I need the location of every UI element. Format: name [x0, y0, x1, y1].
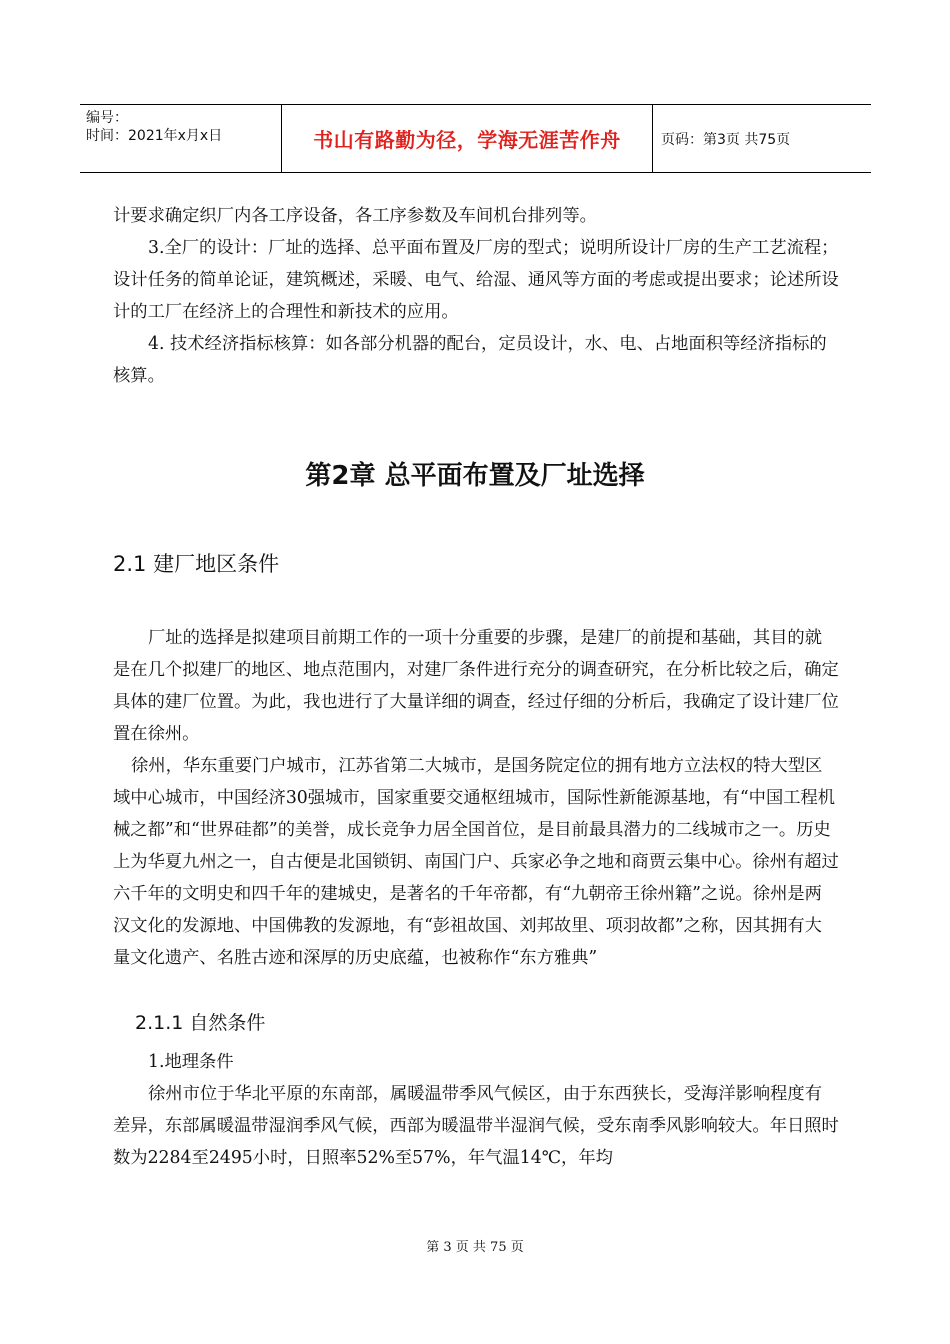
- document-header: [80, 104, 871, 173]
- page-footer: 第 3 页 共 75 页: [426, 1240, 524, 1255]
- section-text: [113, 622, 839, 974]
- time-label: 时间：2021年x月x日: [86, 128, 223, 144]
- sub-heading: 1.地理条件: [148, 1052, 234, 1072]
- header-motto: 书山有路勤为径，学海无涯苦作舟: [282, 105, 653, 172]
- paragraph: 3.全厂的设计：厂址的选择、总平面布置及厂房的型式；说明所设计厂房的生产工艺流程；设计任务的简单论证，建筑概述，采暖、电气、给湿、通风等方面的考虑或提出要求；论述所设计的工厂在经济上的合理性和新技术的应用。: [113, 238, 839, 322]
- paragraph: 计要求确定织厂内各工序设备，各工序参数及车间机台排列等。: [113, 206, 597, 226]
- section-heading-2-1: 2.1 建厂地区条件: [113, 552, 280, 576]
- intro-text: [113, 200, 839, 392]
- paragraph: 4. 技术经济指标核算：如各部分机器的配台，定员设计，水、电、占地面积等经济指标的核算。: [113, 334, 827, 386]
- header-page-info: 页码：第3页 共75页: [661, 131, 791, 148]
- chapter-title: 第2章 总平面布置及厂址选择: [305, 461, 645, 491]
- number-label: 编号：: [86, 110, 128, 126]
- paragraph: 厂址的选择是拟建项目前期工作的一项十分重要的步骤，是建厂的前提和基础，其目的就是在几个拟建厂的地区、地点范围内，对建厂条件进行充分的调查研究，在分析比较之后，确定具体的建厂位置。为此，我也进行了大量详细的调查，经过仔细的分析后，我确定了设计建厂位置在徐州。: [113, 628, 839, 744]
- header-meta: [80, 105, 282, 172]
- geo-text: [113, 1046, 839, 1174]
- paragraph: 徐州市位于华北平原的东南部，属暖温带季风气候区，由于东西狭长，受海洋影响程度有差异，东部属暖温带湿润季风气候，西部为暖温带半湿润气候，受东南季风影响较大。年日照时数为2284至2495小时，日照率52%至57%，年气温14℃，年均: [113, 1084, 839, 1168]
- section-heading-2-1-1: 2.1.1 自然条件: [135, 1012, 266, 1034]
- paragraph: 徐州，华东重要门户城市，江苏省第二大城市，是国务院定位的拥有地方立法权的特大型区域中心城市，中国经济30强城市，国家重要交通枢纽城市，国际性新能源基地，有“中国工程机械之都”和“世界硅都”的美誉，成长竞争力居全国首位，是目前最具潜力的二线城市之一。历史上为华夏九州之一，自古便是北国锁钥、南国门户、兵家必争之地和商贾云集中心。徐州有超过六千年的文明史和四千年的建城史，是著名的千年帝都，有“九朝帝王徐州籍”之说。徐州是两汉文化的发源地、中国佛教的发源地，有“彭祖故国、刘邦故里、项羽故都”之称，因其拥有大量文化遗产、名胜古迹和深厚的历史底蕴，也被称作“东方雅典”: [113, 756, 839, 968]
